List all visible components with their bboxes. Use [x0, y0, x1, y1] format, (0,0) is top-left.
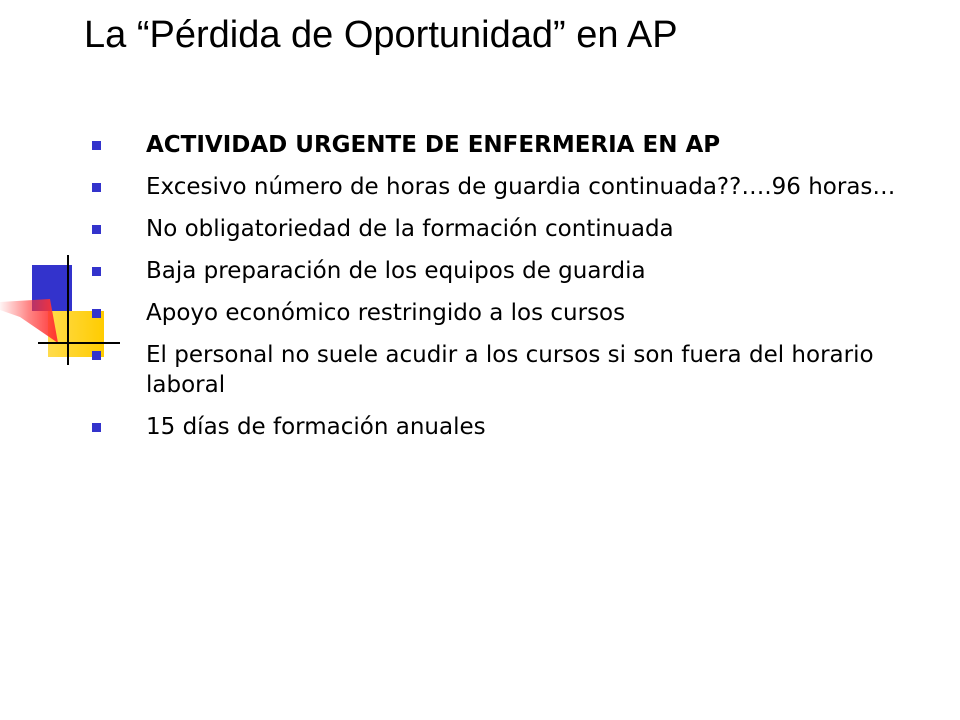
bullet-square-icon: [92, 351, 101, 360]
bullet-square-icon: [92, 183, 101, 192]
bullet-square-icon: [92, 267, 101, 276]
bullet-item: [90, 214, 940, 244]
bullet-text: Baja preparación de los equipos de guardia: [146, 258, 646, 284]
bullet-square-icon: [92, 309, 101, 318]
bullet-text: Apoyo económico restringido a los cursos: [146, 300, 626, 326]
bullet-item: [90, 256, 940, 286]
bullet-item: [90, 340, 940, 400]
bullet-item: [90, 298, 940, 328]
bullet-item: [90, 412, 940, 442]
bullet-square-icon: [92, 225, 101, 234]
bullet-square-icon: [92, 423, 101, 432]
bullet-text: Excesivo número de horas de guardia continuada??….96 horas…: [146, 174, 896, 200]
slide-title: La “Pérdida de Oportunidad” en AP: [84, 14, 678, 56]
bullet-text: El personal no suele acudir a los cursos si son fuera del horario laboral: [146, 342, 874, 398]
deco-red-shape: [0, 299, 58, 343]
bullet-item: [90, 172, 940, 202]
bullet-list: [90, 130, 940, 454]
bullet-text: No obligatoriedad de la formación continuada: [146, 216, 674, 242]
bullet-text: 15 días de formación anuales: [146, 414, 486, 440]
bullet-square-icon: [92, 141, 101, 150]
bullet-item: [90, 130, 940, 160]
bullet-text: ACTIVIDAD URGENTE DE ENFERMERIA EN AP: [146, 132, 721, 158]
